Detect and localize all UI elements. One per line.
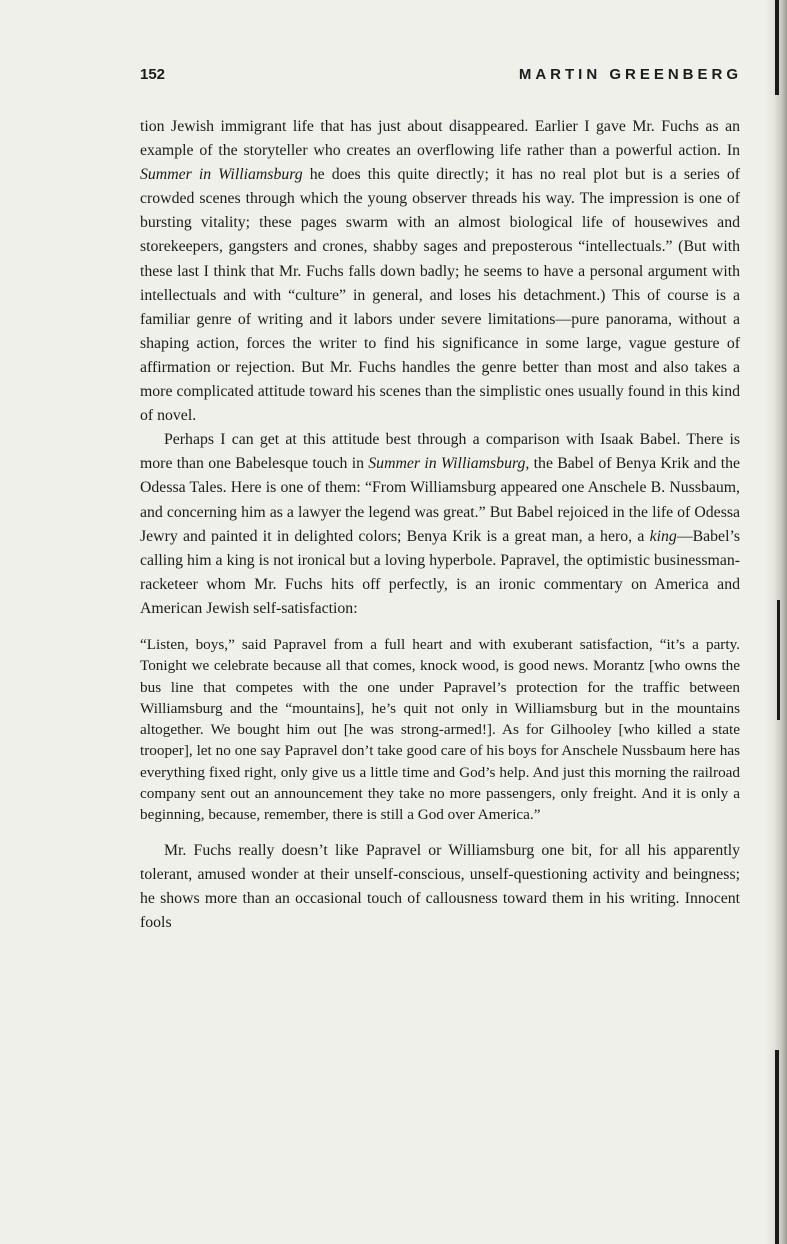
quote-paragraph	[140, 634, 740, 826]
paragraph	[140, 115, 740, 428]
text-run: Perhaps I can get at this attitude best through a comparison with Isaak Babel. There is more than one Babelesque touch in	[140, 431, 740, 473]
spine-edge-line	[775, 0, 779, 95]
paragraph	[140, 428, 740, 621]
book-spine-shadow	[765, 0, 787, 1244]
page-number: 152	[140, 66, 166, 83]
text-run: the Babel of Benya Krik and the Odessa Tales. Here is one of them: “From Williamsburg appeared one Anschele B. Nussbaum, and concerning him as a lawyer the legend was great.” But Babel rejoiced in the life of Odessa Jewry and painted it in delighted colors; Benya Krik is a great man, a hero, a	[140, 455, 740, 545]
text-run: he does this quite directly; it has no real plot but is a series of crowded scenes through which the young observer threads his way. The impression is one of bursting vitality; these pages swarm with an almost biological life of housewives and storekeepers, gangsters and crones, shabby sages and preposterous “intellectuals.” (But with these last I think that Mr. Fuchs falls down badly; he seems to have a personal argument with intellectuals and with “culture” in general, and loses his detachment.) This of course is a familiar genre of writing and it labors under severe limitations—pure panorama, without a shaping action, forces the writer to find his significance in some large, vague gesture of affirmation or rejection. But Mr. Fuchs handles the genre better than most and also takes a more complicated attitude toward his scenes than the simplistic ones usually found in this kind of novel.	[140, 166, 740, 425]
text-run: “Listen, boys,” said Papravel from a full heart and with exuberant satisfaction, “it’s a party. Tonight we celebrate because all that comes, knock wood, is good news. Morantz [who owns the bus line that competes with the one under Papravel’s protection for the traffic between Williamsburg and the “mountains], he’s quit not only in Williamsburg but in the mountains altogether. We bought him out [he was strong-armed!]. As for Gilhooley [who killed a state trooper], let no one say Papravel don’t take good care of his boys for Anschele Nussbaum here has everything fixed right, only give us a little time and God’s help. And just this morning the railroad company sent out an announcement they take no more passengers, only freight. And it is only a beginning, because, remember, there is still a God over America.”	[140, 635, 740, 824]
italic-text: king	[649, 527, 677, 545]
text-run: —Babel’s calling him a king is not ironical but a loving hyperbole. Papravel, the optimistic businessman-racketeer whom Mr. Fuchs hits off perfectly, is an ironic commentary on America and American Jewish self-satisfaction:	[140, 527, 740, 617]
paragraph	[140, 839, 740, 935]
spine-edge-line	[777, 600, 780, 720]
spine-edge-line	[775, 1050, 779, 1244]
text-run: Mr. Fuchs really doesn’t like Papravel or Williamsburg one bit, for all his apparently tolerant, amused wonder at their unself-conscious, unself-questioning activity and beingness; he shows more than an occasional touch of callousness toward them in his writing. Innocent fools	[140, 841, 740, 931]
page-header	[140, 66, 742, 90]
italic-text: Summer in Williamsburg,	[368, 455, 530, 473]
running-head: MARTIN GREENBERG	[518, 66, 742, 83]
italic-text: Summer in Williamsburg	[140, 166, 303, 184]
block-quote	[140, 634, 740, 826]
text-run: tion Jewish immigrant life that has just about disappeared. Earlier I gave Mr. Fuchs as an example of the storyteller who creates an overflowing life rather than a powerful action. In	[140, 118, 740, 160]
body-text	[140, 115, 740, 935]
